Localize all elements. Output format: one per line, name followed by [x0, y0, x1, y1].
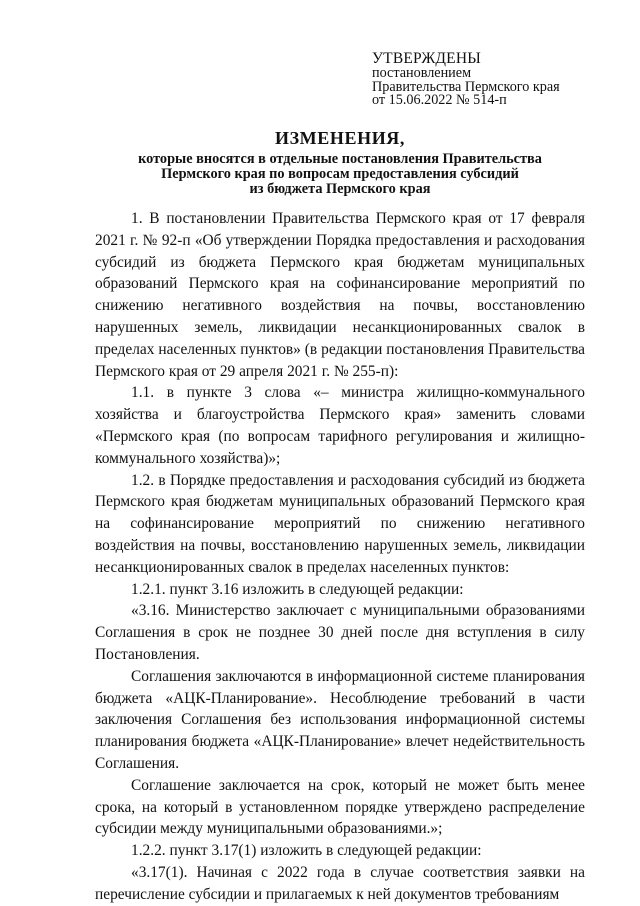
paragraph: Соглашения заключаются в информационной системе планирования бюджета «АЦК-Планирование». Несоблюдение требований в части заключения Соглашения без использования информационной системы планирования бюджета «АЦК-Планирование» влечет недействительность Соглашения.: [95, 667, 585, 772]
document-body: [95, 208, 585, 906]
document-subtitle: [90, 152, 590, 198]
paragraph: 1.1. в пункте 3 слова «– министра жилищно-коммунального хозяйства и благоустройства Пермского края» заменить словами «Пермского края (по вопросам тарифного регулирования и жилищно-коммунального хозяйства)»;: [95, 384, 585, 467]
paragraph: Соглашение заключается на срок, который не может быть менее срока, на который в установленном порядке утверждено распределение субсидии между муниципальными образованиями.»;: [95, 776, 585, 838]
approval-line: постановлением: [372, 65, 472, 81]
approval-title: УТВЕРЖДЕНЫ: [372, 50, 481, 67]
paragraph: 1.2.1. пункт 3.16 изложить в следующей редакции:: [131, 580, 464, 598]
subtitle-line: которые вносятся в отдельные постановления Правительства: [138, 151, 542, 167]
paragraph: 1.2.2. пункт 3.17(1) изложить в следующей редакции:: [131, 842, 482, 860]
approval-stamp: [372, 50, 560, 108]
paragraph: «3.17(1). Начиная с 2022 года в случае соответствия заявки на перечисление субсидии и прилагаемых к ней документов требованиям: [95, 863, 585, 903]
paragraph: 1. В постановлении Правительства Пермского края от 17 февраля 2021 г. № 92-п «Об утверждении Порядка предоставления и расходования субсидий из бюджета Пермского края бюджетам муниципальных образований Пермского края на софинансирование мероприятий по снижению негативного воздействия на почвы, восстановлению нарушенных земель, ликвидации несанкционированных свалок в пределах населенных пунктов» (в редакции постановления Правительства Пермского края от 29 апреля 2021 г. № 255-п):: [95, 210, 585, 380]
document-title: ИЗМЕНЕНИЯ,: [274, 128, 405, 148]
approval-line: от 15.06.2022 № 514-п: [372, 92, 507, 109]
approval-line: Правительства Пермского края: [372, 78, 560, 95]
subtitle-line: из бюджета Пермского края: [249, 181, 431, 198]
paragraph: «3.16. Министерство заключает с муниципальными образованиями Соглашения в срок не позднее 30 дней после дня вступления в силу Постановления.: [95, 602, 585, 663]
subtitle-line: Пермского края по вопросам предоставления субсидий: [161, 166, 519, 183]
paragraph: 1.2. в Порядке предоставления и расходования субсидий из бюджета Пермского края бюджетам муниципальных образований Пермского края на софинансирование мероприятий по снижению негативного воздействия на почвы, восстановлению нарушенных земель, ликвидации несанкционированных свалок в пределах населенных пунктов:: [95, 471, 585, 576]
